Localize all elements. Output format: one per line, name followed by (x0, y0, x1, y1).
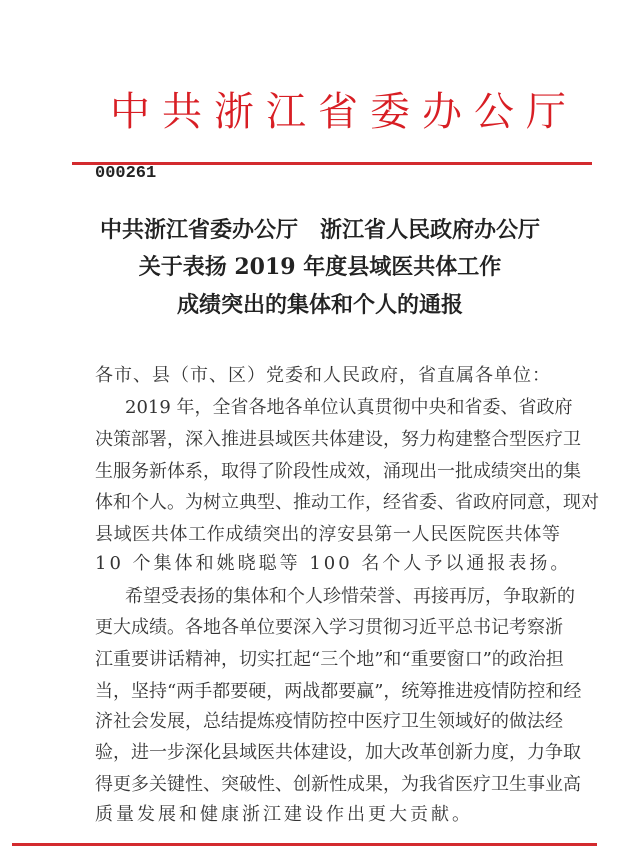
paragraph-2-line: 验，进一步深化县域医共体建设，加大改革创新力度，力争取 (95, 742, 581, 763)
paragraph-2-line: 质量发展和健康浙江建设作出更大贡献。 (95, 804, 473, 825)
paragraph-1-line: 10 个集体和姚晓聪等 100 名个人予以通报表扬。 (95, 553, 572, 574)
paragraph-1-line: 体和个人。为树立典型、推动工作，经省委、省政府同意，现对 (95, 492, 599, 513)
paragraph-1-line: 决策部署，深入推进县域医共体建设，努力构建整合型医疗卫 (95, 429, 581, 450)
salutation: 各市、县（市、区）党委和人民政府，省直属各单位： (95, 365, 551, 386)
footer-red-rule (12, 843, 597, 846)
document-number: 000261 (95, 164, 157, 183)
paragraph-2-line: 更大成绩。各地各单位要深入学习贯彻习近平总书记考察浙 (95, 617, 563, 638)
paragraph-1-line: 2019 年，全省各地各单位认真贯彻中央和省委、省政府 (125, 397, 573, 418)
paragraph-2-line: 济社会发展，总结提炼疫情防控中医疗卫生领域好的做法经 (95, 711, 563, 732)
paragraph-1-line: 县域医共体工作成绩突出的淳安县第一人民医院医共体等 (95, 524, 560, 545)
paragraph-2-line: 当，坚持“两手都要硬，两战都要赢”，统筹推进疫情防控和经 (95, 681, 582, 702)
paragraph-2-line: 希望受表扬的集体和个人珍惜荣誉、再接再厉，争取新的 (125, 586, 575, 607)
masthead-issuer: 中共浙江省委办公厅 (110, 89, 578, 135)
paragraph-2-line: 江重要讲话精神，切实扛起“三个地”和“重要窗口”的政治担 (95, 649, 564, 670)
title-line-3: 成绩突出的集体和个人的通报 (176, 292, 463, 318)
paragraph-2-line: 得更多关键性、突破性、创新性成果，为我省医疗卫生事业高 (95, 774, 581, 795)
title-line-1: 中共浙江省委办公厅 浙江省人民政府办公厅 (99, 217, 540, 243)
paragraph-1-line: 生服务新体系，取得了阶段性成效，涌现出一批成绩突出的集 (95, 461, 581, 482)
title-line-2: 关于表扬 2019 年度县域医共体工作 (138, 254, 502, 280)
